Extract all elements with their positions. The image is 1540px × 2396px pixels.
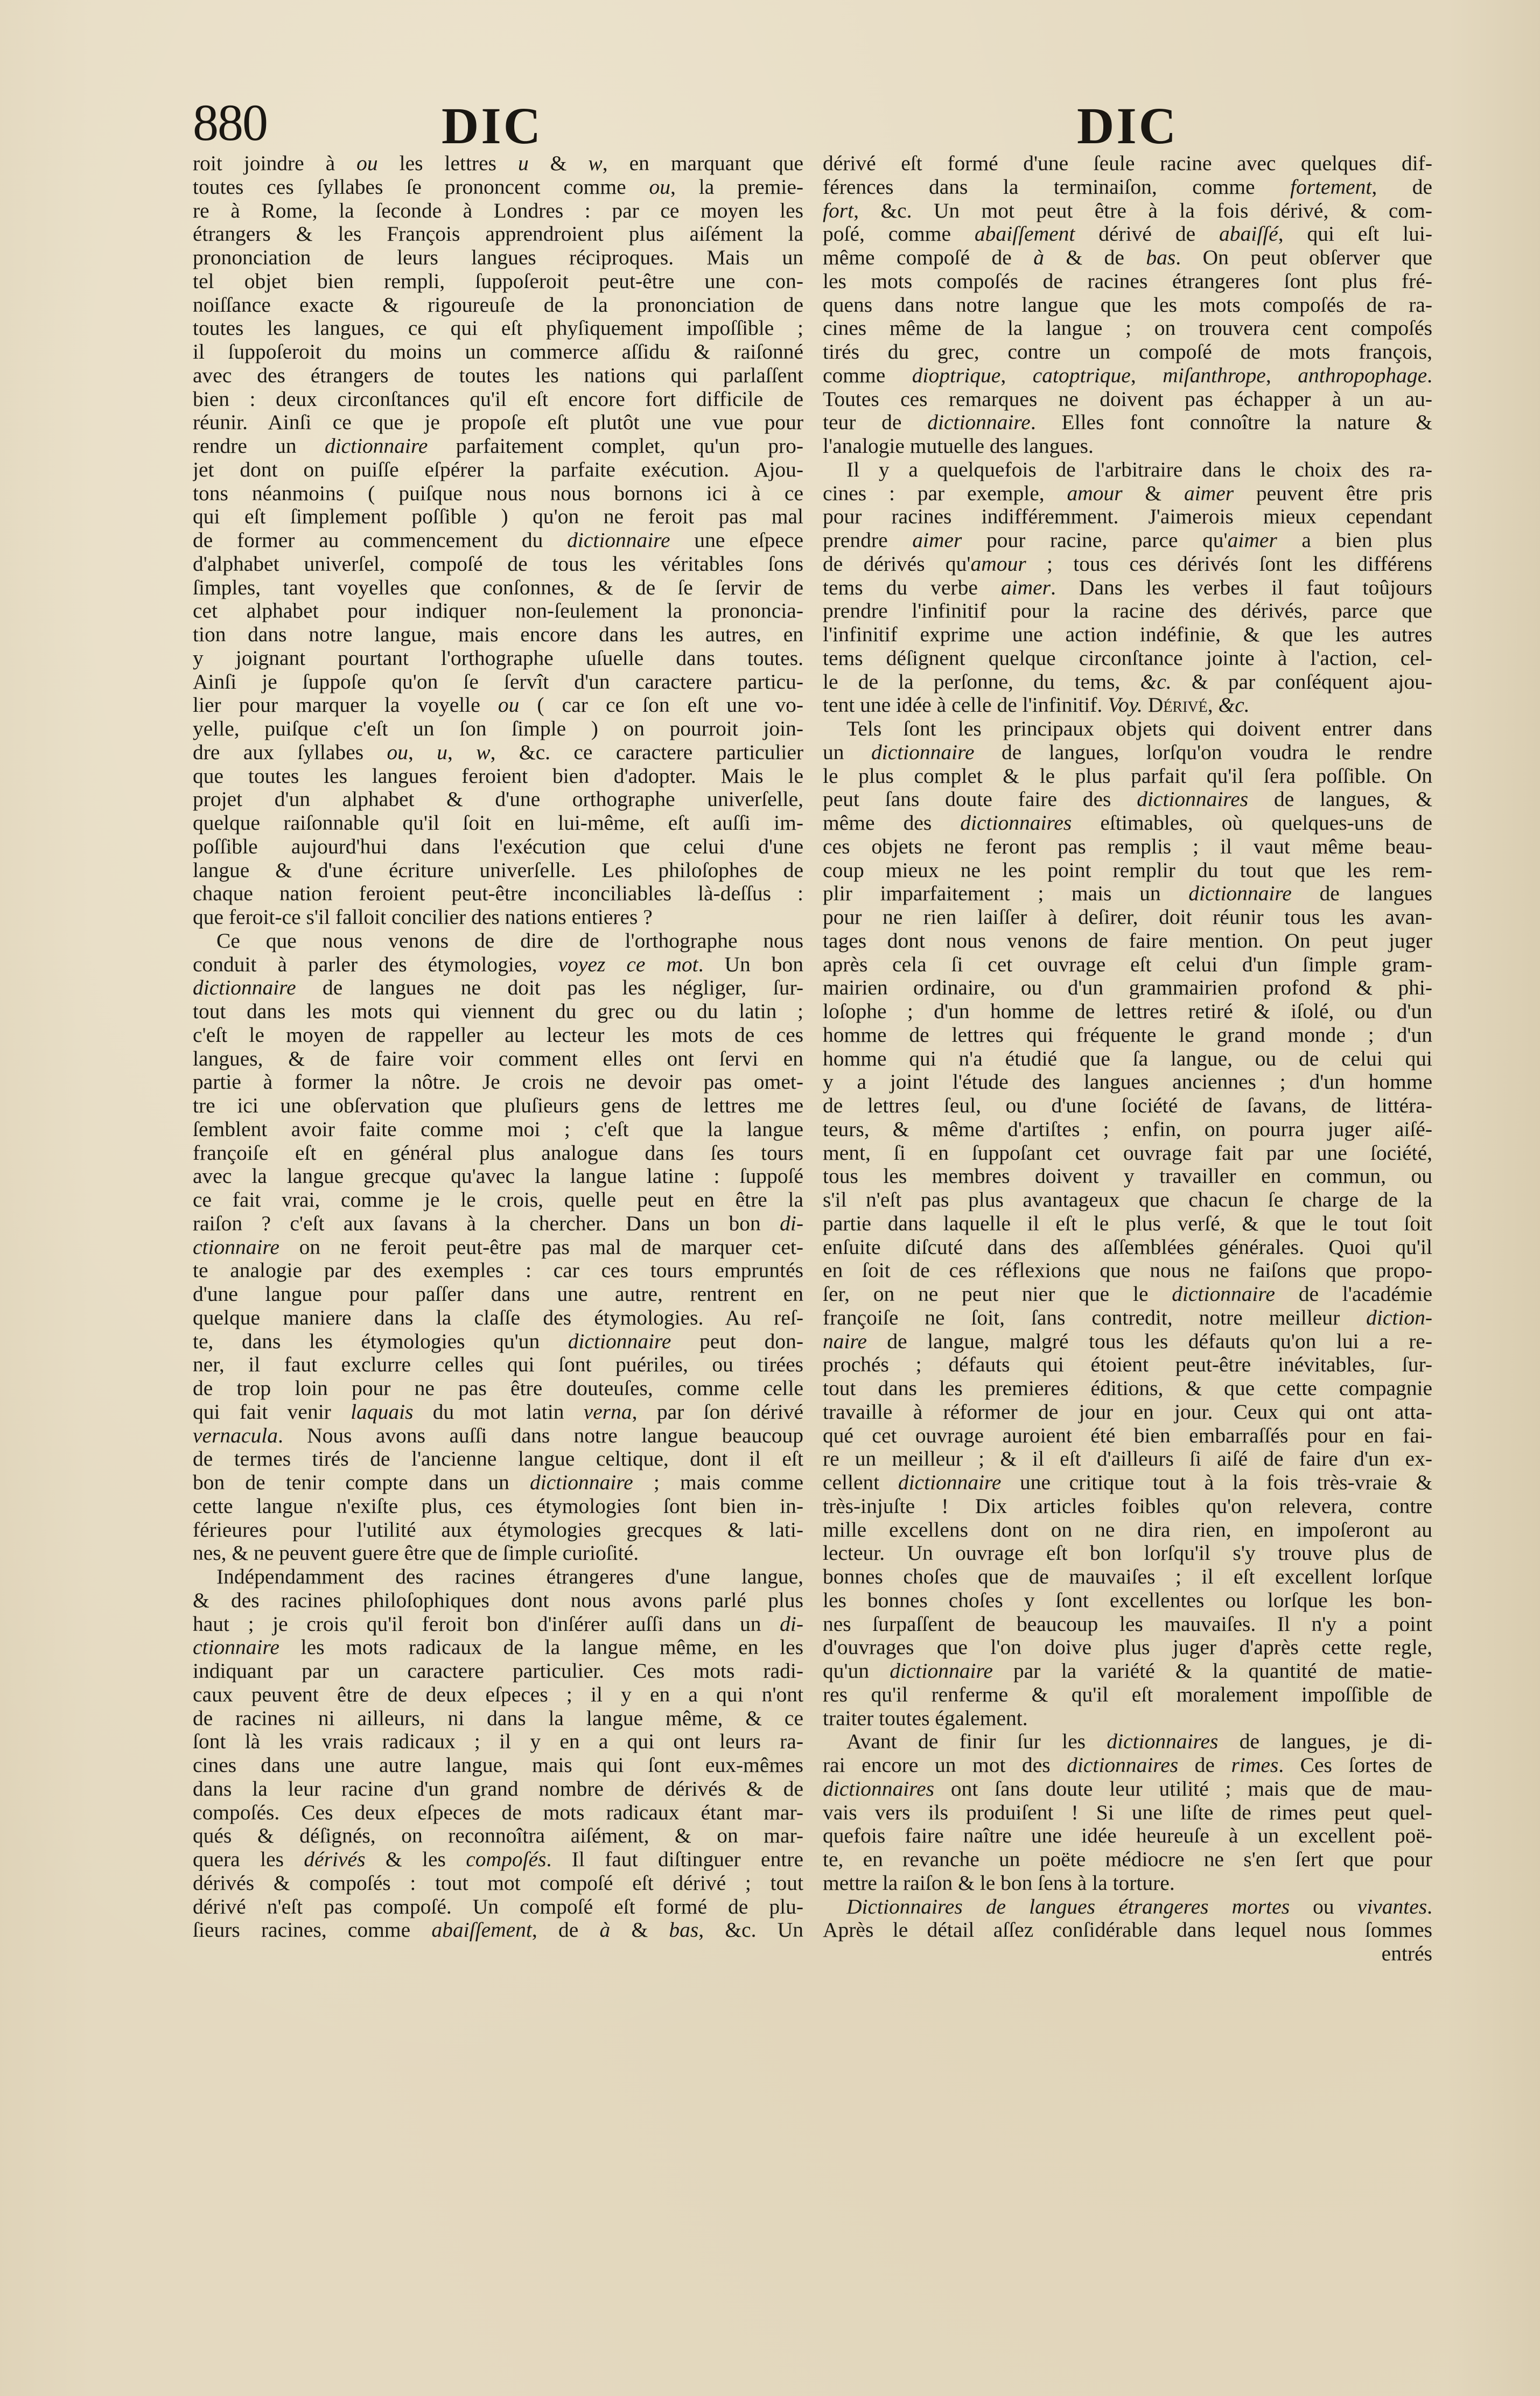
text-line: qui fait venir laquais du mot latin verna, par ſon dérivé [193,1400,803,1424]
text-line: cellent dictionnaire une critique tout à la fois très-vraie & [823,1471,1432,1494]
italic-text: catoptrique [1032,363,1131,387]
italic-text: dictionnaire [530,1471,633,1494]
text-line: de racines ni ailleurs, ni dans la langue même, & ce [193,1706,803,1730]
text-line: férieures pour l'utilité aux étymologies grecques & lati- [193,1518,803,1542]
text-line: peut ſans doute faire des dictionnaires de langues, & [823,788,1432,811]
text-line: après cela ſi cet ouvrage eſt celui d'un ſimple gram- [823,952,1432,976]
text-line: caux peuvent être de deux eſpeces ; il y en a qui n'ont [193,1683,803,1706]
italic-text: aimer [1184,481,1234,505]
italic-text: compoſés [466,1848,547,1871]
text-line: compoſés. Ces deux eſpeces de mots radicaux étant mar- [193,1800,803,1824]
text-line: ſimples, tant voyelles que conſonnes, & de ſe ſervir de [193,576,803,599]
text-line: cette langue n'exiſte plus, ces étymologies ſont bien in- [193,1494,803,1518]
text-line: loſophe ; d'un homme de lettres retiré & iſolé, ou d'un [823,1000,1432,1023]
text-line: Après le détail aſſez conſidérable dans lequel nous ſommes [823,1918,1432,1942]
text-line: ner, il faut exclurre celles qui ſont puériles, ou tirées [193,1353,803,1377]
text-line: en ſoit de ces réflexions que nous ne faiſons que propo- [823,1259,1432,1283]
italic-text: dictionnaire [927,411,1031,435]
text-line: réunir. Ainſi ce que je propoſe eſt plutôt une vue pour [193,411,803,435]
text-line: y joignant pourtant l'orthographe uſuelle dans toutes. [193,646,803,670]
text-line: tion dans notre langue, mais encore dans les autres, en [193,623,803,646]
text-line: qui eſt ſimplement poſſible ) qu'on ne feroit pas mal [193,505,803,529]
text-line: poſſible aujourd'hui dans l'exécution que celui d'une [193,835,803,858]
text-line: les bonnes choſes y ſont excellentes ou lorſque les bon- [823,1588,1432,1612]
text-line: naire de langue, malgré tous les défauts qu'on lui a re- [823,1329,1432,1353]
text-line: Il y a quelquefois de l'arbitraire dans le choix des ra- [846,458,1432,481]
italic-text: dictionnaire [898,1471,1002,1494]
text-line: françoiſe ne ſoit, ſans contredit, notre meilleur diction- [823,1306,1432,1329]
text-line: mille excellens dont on ne dira rien, en impoſeront au [823,1518,1432,1542]
text-line: ctionnaire on ne feroit peut-être pas mal de marquer cet- [193,1235,803,1259]
text-line: de lettres ſeul, ou d'une ſociété de ſavans, de littéra- [823,1094,1432,1117]
text-line: d'une langue pour paſſer dans une autre, rentrent en [193,1283,803,1306]
italic-text: dictionnaires [960,811,1072,835]
text-line: indiquant par un caractere particulier. Ces mots radi- [193,1659,803,1683]
text-line: nes, & ne peuvent guere être que de ſimple curioſité. [193,1542,639,1565]
text-line: il ſuppoſeroit du moins un commerce aſſidu & raiſonné [193,340,803,363]
text-line: tems déſignent quelque circonſtance jointe à l'action, cel- [823,646,1432,670]
text-line: étrangers & les François apprendroient plus aiſément la [193,222,803,246]
text-line: bien : deux circonſtances qu'il eſt encore fort difficile de [193,387,803,411]
text-line: ce fait vrai, comme je le crois, quelle peut en être la [193,1188,803,1211]
text-line: même des dictionnaires eſtimables, où quelques-uns de [823,811,1432,835]
text-line: bon de tenir compte dans un dictionnaire ; mais comme [193,1471,803,1494]
text-line: mettre la raiſon & le bon ſens à la torture. [823,1871,1175,1895]
text-line: nes ſurpaſſent de beaucoup les mauvaiſes. Il n'y a point [823,1612,1432,1636]
italic-text: bas [669,1918,699,1942]
italic-text: voyez ce mot [558,952,698,976]
italic-text: dictionnaire [193,976,296,1000]
text-line: yelle, puiſque c'eſt un ſon ſimple ) on pourroit join- [193,717,803,740]
italic-text: miſanthrope [1163,363,1266,387]
text-line: quefois faire naître une idée heureuſe à un excellent poë- [823,1824,1432,1848]
text-line: tout dans les mots qui viennent du grec ou du latin ; [193,1000,803,1023]
text-line: partie dans laquelle il eſt le plus verſé, & que le tout ſoit [823,1211,1432,1235]
text-line: coup mieux ne les point remplir du tout que les rem- [823,858,1432,882]
text-line: dre aux ſyllabes ou, u, w, &c. ce caractere particulier [193,740,803,764]
italic-text: laquais [351,1400,414,1424]
text-line: c'eſt le moyen de rappeller au lecteur les mots de ces [193,1023,803,1047]
text-line: très-injuſte ! Dix articles foibles qu'on relevera, contre [823,1494,1432,1518]
italic-text: aimer [1000,576,1051,599]
text-line: quens dans notre langue que les mots compoſés de ra- [823,293,1432,317]
text-line: d'ouvrages que l'on doive plus juger d'après cette regle, [823,1636,1432,1659]
text-line: toutes les langues, ce qui eſt phyſiquement impoſſible ; [193,317,803,340]
italic-text: dictionnaire [568,1329,671,1353]
text-line: qu'un dictionnaire par la variété & la quantité de matie- [823,1659,1432,1683]
italic-text: à [1033,246,1044,269]
italic-text: dictionnaire [324,435,428,458]
italic-text: &c. [1218,693,1250,717]
text-line: te, dans les étymologies qu'un dictionnaire peut don- [193,1329,803,1353]
text-line: enſuite diſcuté dans des aſſemblées générales. Quoi qu'il [823,1235,1432,1259]
text-line: pour ne rien laiſſer à deſirer, doit réunir tous les avan- [823,906,1432,929]
text-line: dans la leur racine d'un grand nombre de dérivés & de [193,1777,803,1800]
text-line: mairien ordinaire, ou d'un grammairien profond & phi- [823,976,1432,1000]
italic-text: dioptrique [912,363,1001,387]
italic-text: fort [823,199,854,222]
text-line: le plus complet & le plus parfait qu'il ſera poſſible. On [823,764,1432,788]
italic-text: Dictionnaires de langues étrangeres mortes [846,1895,1290,1918]
text-line: re à Rome, la ſeconde à Londres : par ce moyen les [193,199,803,222]
italic-text: aimer [912,529,962,552]
text-line: rendre un dictionnaire parfaitement complet, qu'un pro- [193,435,803,458]
text-line: res qu'il renferme & qu'il eſt moralement impoſſible de [823,1683,1432,1706]
text-line: y a joint l'étude des langues anciennes ; d'un homme [823,1070,1432,1094]
text-line: Avant de finir ſur les dictionnaires de langues, je di- [846,1730,1432,1754]
text-line: partie à former la nôtre. Je crois ne devoir pas omet- [193,1070,803,1094]
text-line: prochés ; défauts qui étoient peut-être inévitables, ſur- [823,1353,1432,1377]
text-line: l'infinitif exprime une action indéfinie, & que les autres [823,623,1432,646]
italic-text: rimes [1231,1754,1279,1777]
text-line: noiſſance exacte & rigoureuſe de la prononciation de [193,293,803,317]
text-line: un dictionnaire de langues, lorſqu'on voudra le rendre [823,740,1432,764]
text-line: de dérivés qu'amour ; tous ces dérivés ſont les différens [823,552,1432,576]
italic-text: dictionnaire [871,740,975,764]
text-line: langue & d'une écriture univerſelle. Les philoſophes de [193,858,803,882]
italic-text: Voy. [1108,693,1143,717]
text-line: & des racines philoſophiques dont nous avons parlé plus [193,1588,803,1612]
text-line: prononciation de leurs langues réciproques. Mais un [193,246,803,269]
text-line: homme de lettres qui fréquente le grand monde ; d'un [823,1023,1432,1047]
italic-text: dictionnaire [1188,882,1292,906]
text-line: Toutes ces remarques ne doivent pas échapper à un au- [823,387,1432,411]
italic-text: aimer [1227,529,1277,552]
italic-text: dictionnaire [567,529,670,552]
italic-text: abaiſſement [431,1918,532,1942]
text-line: vernacula. Nous avons auſſi dans notre langue beaucoup [193,1424,803,1447]
italic-text: dictionnaires [1067,1754,1179,1777]
text-line: avec la langue grecque qu'avec la langue latine : ſuppoſé [193,1165,803,1188]
text-line: te, en revanche un poëte médiocre ne s'en ſert que pour [823,1848,1432,1871]
italic-text: vernacula [193,1424,278,1447]
text-line: ctionnaire les mots radicaux de la langue même, en les [193,1636,803,1659]
text-line: bonnes choſes que de mauvaiſes ; il eſt excellent lorſque [823,1565,1432,1588]
italic-text: abaiſſement [974,222,1075,246]
italic-text: dictionnaires [1137,788,1249,811]
text-line: tre ici une obſervation que pluſieurs gens de lettres me [193,1094,803,1117]
text-line: homme qui n'a étudié que ſa langue, ou de celui qui [823,1047,1432,1070]
italic-text: dérivés [304,1848,366,1871]
text-line: tems du verbe aimer. Dans les verbes il faut toûjours [823,576,1432,599]
text-line: d'alphabet univerſel, compoſé de tous les véritables ſons [193,552,803,576]
text-line: dérivés & compoſés : tout mot compoſé eſt dérivé ; tout [193,1871,803,1895]
text-line: l'analogie mutuelle des langues. [823,435,1094,458]
text-line: s'il n'eſt pas plus avantageux que chacun ſe charge de la [823,1188,1432,1211]
italic-text: anthropophage [1298,363,1427,387]
italic-text: verna [583,1400,632,1424]
text-line: françoiſe eſt en général plus analogue dans ſes tours [193,1141,803,1165]
text-line: de trop loin pour ne pas être douteuſes, comme celle [193,1377,803,1400]
italic-text: à [599,1918,611,1942]
italic-text: bas [1146,246,1176,269]
running-head-right: DIC [1077,97,1179,155]
text-line: re un meilleur ; & il eſt d'ailleurs ſi aiſé de faire d'un ex- [823,1447,1432,1471]
italic-text: amour [1067,481,1123,505]
text-line: que toutes les langues feroient bien d'adopter. Mais le [193,764,803,788]
text-line: cines : par exemple, amour & aimer peuvent être pris [823,481,1432,505]
italic-text: diction- [1366,1306,1432,1329]
text-line: langues, & de faire voir comment elles ont ſervi en [193,1047,803,1070]
text-line: fort, &c. Un mot peut être à la fois dérivé, & com- [823,199,1432,222]
text-line: dictionnaires ont ſans doute leur utilité ; mais que de mau- [823,1777,1432,1800]
text-column-right [823,152,1432,1966]
italic-text: ou [387,740,408,764]
text-line: Tels ſont les principaux objets qui doivent entrer dans [846,717,1432,740]
text-line: prendre aimer pour racine, parce qu'aimer a bien plus [823,529,1432,552]
text-line: le de la perſonne, du tems, &c. & par conſéquent ajou- [823,670,1432,693]
text-line: ſont là les vrais radicaux ; il y en a qui ont leurs ra- [193,1730,803,1754]
text-line: ſieurs racines, comme abaiſſement, de à & bas, &c. Un [193,1918,803,1942]
text-line: conduit à parler des étymologies, voyez ce mot. Un bon [193,952,803,976]
small-caps-text: Dérivé [1147,693,1208,717]
text-line: quelque maniere dans la claſſe des étymologies. Au reſ- [193,1306,803,1329]
text-line: qué cet ouvrage auroient été bien embarraſſés pour en fai- [823,1424,1432,1447]
text-line: de former au commencement du dictionnaire une eſpece [193,529,803,552]
italic-text: u [517,152,529,175]
text-line: poſé, comme abaiſſement dérivé de abaiſſé, qui eſt lui- [823,222,1432,246]
italic-text: u [437,740,447,764]
text-line: dérivé n'eſt pas compoſé. Un compoſé eſt formé de plu- [193,1895,803,1918]
italic-text: w [476,740,491,764]
text-line: férences dans la terminaiſon, comme fortement, de [823,175,1432,199]
running-head-left: DIC [442,97,543,155]
italic-text: amour [970,552,1026,576]
text-line: cines même de la langue ; on trouvera cent compoſés [823,317,1432,340]
italic-text: ou [356,152,378,175]
italic-text: ctionnaire [193,1235,279,1259]
text-line: traiter toutes également. [823,1706,1028,1730]
text-line: raiſon ? c'eſt aux ſavans à la chercher. Dans un bon di- [193,1211,803,1235]
italic-text: ou [649,175,670,199]
text-line: lier pour marquer la voyelle ou ( car ce ſon eſt une vo- [193,693,803,717]
text-line: projet d'un alphabet & d'une orthographe univerſelle, [193,788,803,811]
text-line: tous les membres doivent y travailler en commun, ou [823,1165,1432,1188]
text-line: quelque raiſonnable qu'il ſoit en lui-même, eſt auſſi im- [193,811,803,835]
italic-text: vivantes [1357,1895,1427,1918]
text-line: rai encore un mot des dictionnaires de rimes. Ces ſortes de [823,1754,1432,1777]
italic-text: di- [780,1211,803,1235]
text-line: chaque nation feroient peut-être inconciliables là-deſſus : [193,882,803,906]
text-line: vais vers ils produiſent ! Si une liſte de rimes peut quel- [823,1800,1432,1824]
text-line: tons néanmoins ( puiſque nous nous bornons ici à ce [193,481,803,505]
text-line: entrés [1381,1942,1432,1965]
italic-text: di- [780,1612,803,1636]
page-number: 880 [193,94,267,151]
italic-text: dictionnaires [1107,1730,1219,1754]
text-line: plir imparfaitement ; mais un dictionnaire de langues [823,882,1432,906]
italic-text: naire [823,1329,867,1353]
italic-text: w [588,152,603,175]
italic-text: dictionnaire [1172,1283,1275,1306]
text-line: tout dans les premieres éditions, & que cette compagnie [823,1377,1432,1400]
text-line: avec des étrangers de toutes les nations qui parlaſſent [193,363,803,387]
text-line: pour racines indifféremment. J'aimerois mieux cependant [823,505,1432,529]
text-line: comme dioptrique, catoptrique, miſanthrope, anthropophage. [823,363,1432,387]
text-line: prendre l'infinitif pour la racine des dérivés, parce que [823,599,1432,623]
text-line: travaille à réformer de jour en jour. Ceux qui ont atta- [823,1400,1432,1424]
italic-text: dictionnaires [823,1777,934,1800]
text-line: Indépendamment des racines étrangeres d'une langue, [216,1565,803,1588]
italic-text: ou [498,693,520,717]
italic-text: dictionnaire [890,1659,993,1683]
text-line: tel objet bien rempli, ſuppoſeroit peut-être une con- [193,269,803,293]
text-column-left [193,152,803,1942]
text-line: quera les dérivés & les compoſés. Il faut diſtinguer entre [193,1848,803,1871]
text-line: les mots compoſés de racines étrangeres ſont plus fré- [823,269,1432,293]
text-line: Ainſi je ſuppoſe qu'on ſe ſervît d'un caractere particu- [193,670,803,693]
text-line: jet dont on puiſſe eſpérer la parfaite exécution. Ajou- [193,458,803,481]
text-line: ſer, on ne peut nier que le dictionnaire de l'académie [823,1283,1432,1306]
text-line: cet alphabet pour indiquer non-ſeulement la prononcia- [193,599,803,623]
italic-text: ctionnaire [193,1636,279,1659]
text-line: toutes ces ſyllabes ſe prononcent comme ou, la premie- [193,175,803,199]
text-line: lecteur. Un ouvrage eſt bon lorſqu'il s'y trouve plus de [823,1542,1432,1565]
text-line: tent une idée à celle de l'infinitif. Voy. Dérivé, &c. [823,693,1250,717]
italic-text: abaiſſé [1219,222,1278,246]
text-line: roit joindre à ou les lettres u & w, en marquant que [193,152,803,175]
text-line: cines dans une autre langue, mais qui ſont eux-mêmes [193,1754,803,1777]
text-line: Dictionnaires de langues étrangeres mortes ou vivantes. [846,1895,1432,1918]
text-line: teur de dictionnaire. Elles font connoître la nature & [823,411,1432,435]
text-line: qués & déſignés, on reconnoîtra aiſément, & on mar- [193,1824,803,1848]
text-line: te analogie par des exemples : car ces tours empruntés [193,1259,803,1283]
text-line: que feroit-ce s'il falloit concilier des nations entieres ? [193,906,653,929]
text-line: dérivé eſt formé d'une ſeule racine avec quelques dif- [823,152,1432,175]
italic-text: fortement [1290,175,1372,199]
text-line: même compoſé de à & de bas. On peut obſerver que [823,246,1432,269]
text-line: ſemblent avoir faite comme moi ; c'eſt que la langue [193,1117,803,1141]
text-line: tirés du grec, contre un compoſé de mots françois, [823,340,1432,363]
text-line: Ce que nous venons de dire de l'orthographe nous [216,929,803,952]
text-line: dictionnaire de langues ne doit pas les négliger, ſur- [193,976,803,1000]
text-line: haut ; je crois qu'il feroit bon d'inſérer auſſi dans un di- [193,1612,803,1636]
italic-text: &c. [1140,670,1172,693]
text-line: ment, ſi en ſuppoſant cet ouvrage fait par une ſociété, [823,1141,1432,1165]
text-line: ces objets ne feront pas remplis ; il vaut même beau- [823,835,1432,858]
text-line: de termes tirés de l'ancienne langue celtique, dont il eſt [193,1447,803,1471]
text-line: teurs, & même d'artiſtes ; enfin, on pourra juger aiſé- [823,1117,1432,1141]
text-line: tages dont nous venons de faire mention. On peut juger [823,929,1432,952]
